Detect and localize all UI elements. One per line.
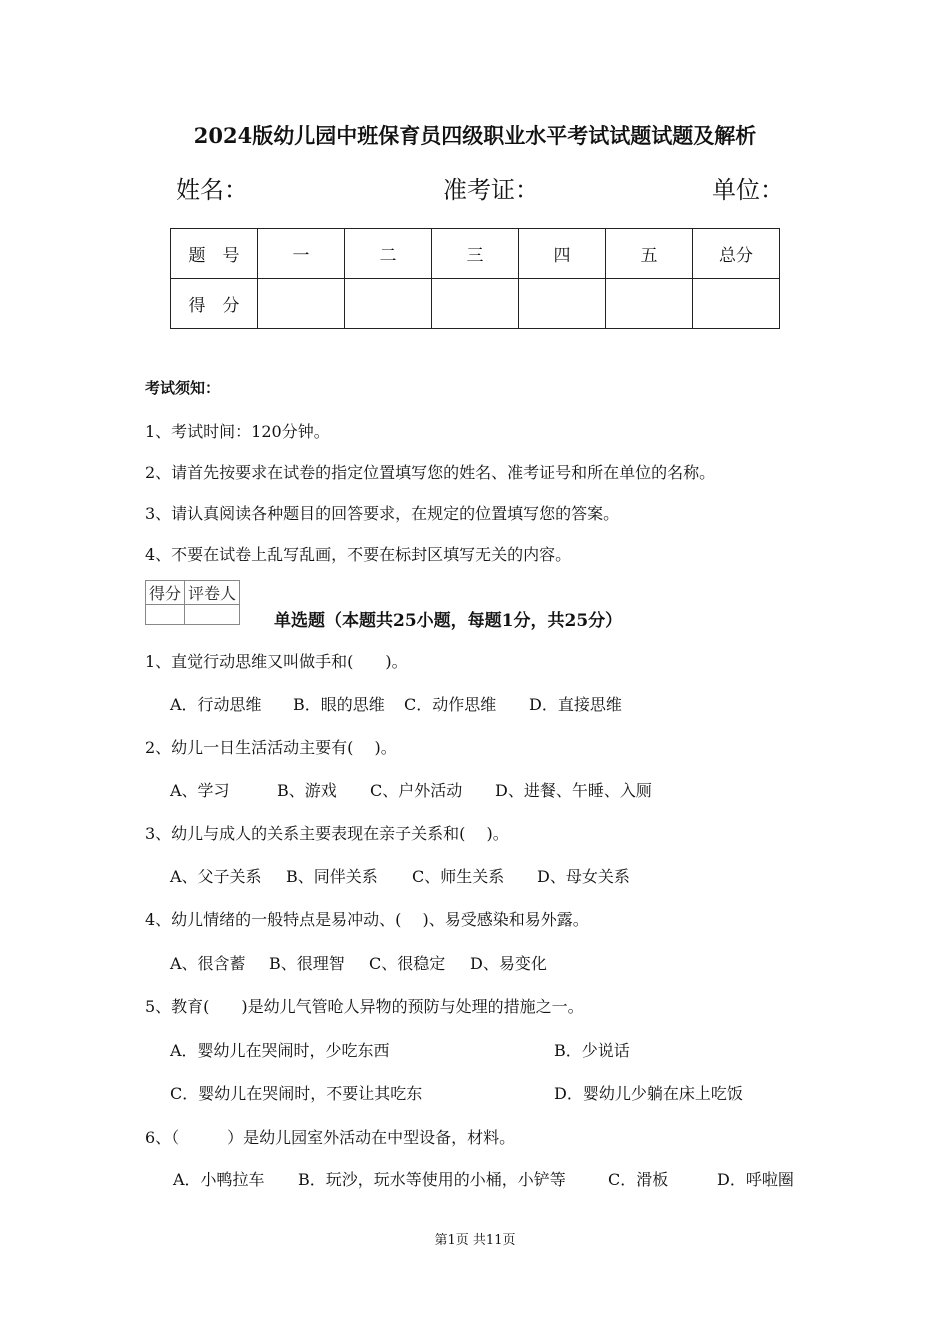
grader-score-label: 得分 (146, 581, 185, 605)
unit-field-label: 单位： (712, 176, 784, 204)
score-cell[interactable] (606, 279, 693, 329)
score-table-header-cell: 二 (345, 229, 432, 279)
question-option: A．行动思维 (170, 695, 262, 714)
score-cell[interactable] (519, 279, 606, 329)
question-option: C．动作思维 (404, 695, 497, 714)
score-table (170, 228, 780, 329)
grader-reviewer-label: 评卷人 (185, 581, 240, 605)
question-stem: 6、（ ）是幼儿园室外活动在中型设备，材料。 (145, 1128, 516, 1147)
score-table-header-cell: 一 (258, 229, 345, 279)
score-table-header-cell: 四 (519, 229, 606, 279)
question-stem: 3、幼儿与成人的关系主要表现在亲子关系和( )。 (145, 824, 509, 843)
score-table-score-row (171, 279, 780, 329)
question-stem: 2、幼儿一日生活活动主要有( )。 (145, 738, 397, 757)
question-option: B．玩沙，玩水等使用的小桶，小铲等 (298, 1170, 566, 1189)
grader-reviewer-cell[interactable] (185, 605, 240, 625)
question-option: A、父子关系 (170, 867, 262, 886)
question-option: D、易变化 (470, 954, 547, 973)
question-option: D．呼啦圈 (717, 1170, 794, 1189)
question-option: B、同伴关系 (286, 867, 378, 886)
score-cell[interactable] (432, 279, 519, 329)
notice-item: 3、请认真阅读各种题目的回答要求，在规定的位置填写您的答案。 (145, 504, 620, 523)
question-option: D、母女关系 (537, 867, 630, 886)
score-cell[interactable] (258, 279, 345, 329)
question-stem: 1、直觉行动思维又叫做手和( )。 (145, 652, 408, 671)
notice-item: 1、考试时间：120分钟。 (145, 422, 330, 441)
question-option: B．眼的思维 (293, 695, 385, 714)
name-field-label: 姓名： (176, 176, 248, 204)
document-title: 2024版幼儿园中班保育员四级职业水平考试试题试题及解析 (193, 123, 757, 148)
grader-box (145, 580, 240, 625)
question-option: C、很稳定 (369, 954, 446, 973)
question-option: A．婴幼儿在哭闹时，少吃东西 (170, 1041, 390, 1060)
score-row-label: 得 分 (171, 279, 258, 329)
question-stem: 4、幼儿情绪的一般特点是易冲动、( )、易受感染和易外露。 (145, 910, 589, 929)
score-cell[interactable] (693, 279, 780, 329)
question-option: C．滑板 (608, 1170, 669, 1189)
question-option: D、进餐、午睡、入厕 (495, 781, 652, 800)
section-title: 单选题（本题共25小题，每题1分，共25分） (274, 611, 623, 631)
question-option: A．小鸭拉车 (173, 1170, 265, 1189)
question-option: B、很理智 (269, 954, 345, 973)
score-table-header-cell: 五 (606, 229, 693, 279)
exam-number-field-label: 准考证： (443, 176, 539, 204)
question-option: D．直接思维 (529, 695, 622, 714)
score-table-header-cell: 题 号 (171, 229, 258, 279)
score-table-header-cell: 三 (432, 229, 519, 279)
question-option: C、师生关系 (412, 867, 505, 886)
question-option: A、很含蓄 (170, 954, 246, 973)
question-option: C．婴幼儿在哭闹时，不要让其吃东 (170, 1084, 423, 1103)
notice-item: 2、请首先按要求在试卷的指定位置填写您的姓名、准考证号和所在单位的名称。 (145, 463, 716, 482)
page-footer: 第1页 共11页 (434, 1233, 516, 1248)
score-table-header-row (171, 229, 780, 279)
question-option: B、游戏 (277, 781, 337, 800)
question-stem: 5、教育( )是幼儿气管呛人异物的预防与处理的措施之一。 (145, 997, 584, 1016)
score-table-header-cell: 总分 (693, 229, 780, 279)
score-cell[interactable] (345, 279, 432, 329)
question-option: B．少说话 (554, 1041, 630, 1060)
notice-item: 4、不要在试卷上乱写乱画，不要在标封区填写无关的内容。 (145, 545, 572, 564)
question-option: C、户外活动 (370, 781, 463, 800)
question-option: D．婴幼儿少躺在床上吃饭 (554, 1084, 743, 1103)
grader-score-cell[interactable] (146, 605, 185, 625)
notice-heading: 考试须知： (145, 379, 221, 397)
question-option: A、学习 (170, 781, 230, 800)
